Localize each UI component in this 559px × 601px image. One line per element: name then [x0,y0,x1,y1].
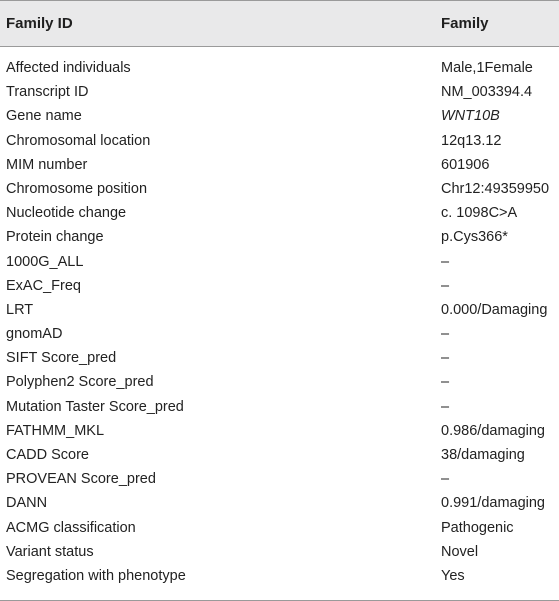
table-row [0,250,559,274]
row-value: 12q13.12 [441,132,502,149]
table-row [0,225,559,249]
row-value: Novel [441,543,479,560]
row-value: 601906 [441,156,490,173]
table-row [0,322,559,346]
row-value: NM_003394.4 [441,84,533,101]
row-label: ExAC_Freq [6,277,81,294]
table-row [0,104,559,128]
row-value: p.Cys366* [441,229,508,246]
table-row [0,201,559,225]
row-label: Segregation with phenotype [6,567,186,584]
table-body [0,56,559,588]
row-label: PROVEAN Score_pred [6,471,156,488]
row-value: Chr12:49359950 [441,180,550,197]
row-label: DANN [6,495,48,512]
table-row [0,274,559,298]
table-row [0,491,559,515]
row-label: Nucleotide change [6,205,127,222]
table-row [0,467,559,491]
row-label: MIM number [6,156,88,173]
table-row [0,177,559,201]
row-value: Pathogenic [441,519,514,536]
table-row [0,516,559,540]
row-value: 0.000/Damaging [441,301,548,318]
table-row [0,153,559,177]
row-value: – [441,350,450,367]
table-row [0,564,559,588]
row-value: – [441,277,450,294]
row-label: 1000G_ALL [6,253,84,270]
table-row [0,56,559,80]
table-row [0,419,559,443]
table-row [0,298,559,322]
row-value: – [441,326,450,343]
row-value: 0.991/damaging [441,495,545,512]
row-value: 0.986/damaging [441,422,545,439]
table-header-row [0,0,559,47]
row-label: Affected individuals [6,60,131,76]
row-value: 38/damaging [441,447,525,463]
table-row [0,370,559,394]
row-label: Chromosomal location [6,132,151,149]
row-label: Transcript ID [6,84,89,101]
header-family-id: Family ID [6,15,73,32]
table-row [0,346,559,370]
gene-name-value: WNT10B [441,108,500,125]
row-label: SIFT Score_pred [6,350,117,367]
row-label: FATHMM_MKL [6,422,105,439]
table-row [0,129,559,153]
row-value: – [441,471,450,488]
row-label: ACMG classification [6,519,136,536]
row-value: Yes [441,567,465,584]
row-label: Polyphen2 Score_pred [6,374,154,391]
row-label: CADD Score [6,447,89,463]
row-value: c. 1098C>A [441,205,518,222]
table-row [0,80,559,104]
row-value: – [441,398,450,415]
table-row [0,443,559,467]
row-label: LRT [6,301,34,318]
row-label: Variant status [6,543,94,560]
row-label: Chromosome position [6,180,148,197]
row-label: Mutation Taster Score_pred [6,398,184,415]
table-row [0,395,559,419]
row-value: – [441,374,450,391]
row-label: Protein change [6,229,104,246]
header-family: Family [441,15,489,32]
row-value: Male,1Female [441,60,533,76]
row-value: – [441,253,450,270]
row-label: Gene name [6,108,82,125]
table-row [0,540,559,564]
row-label: gnomAD [6,326,63,343]
